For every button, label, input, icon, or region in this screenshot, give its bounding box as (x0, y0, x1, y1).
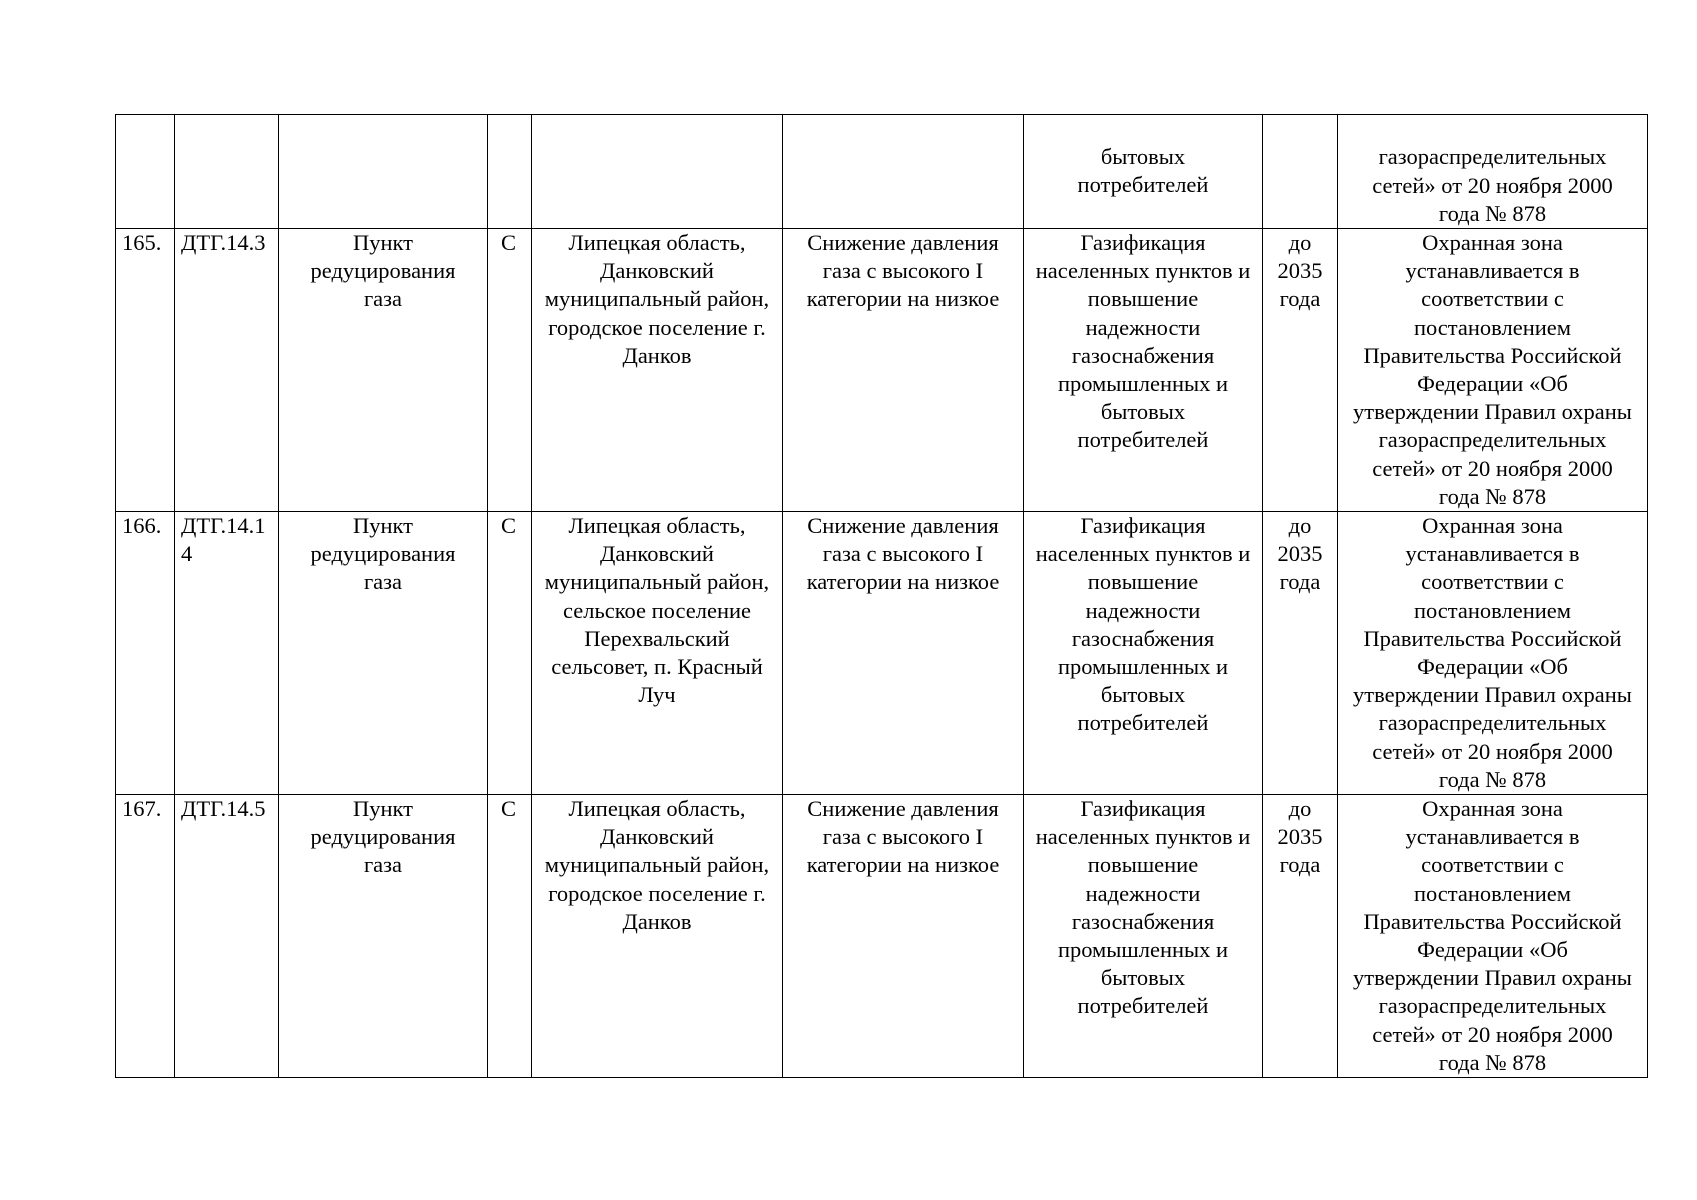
cell-purpose: Газификация населенных пунктов и повышение надежности газоснабжения промышленных и бытовых потребителей (1024, 795, 1263, 1078)
cell-num (116, 115, 175, 229)
table-row (116, 795, 1648, 1078)
cell-location (532, 115, 783, 229)
cell-location: Липецкая область, Данковский муниципальный район, сельское поселение Перехвальский сельсовет, п. Красный Луч (532, 512, 783, 795)
cell-code: ДТГ.14.1 4 (175, 512, 279, 795)
cell-num: 167. (116, 795, 175, 1078)
table-row-continuation (116, 115, 1648, 229)
cell-purpose: Газификация населенных пунктов и повышение надежности газоснабжения промышленных и бытовых потребителей (1024, 229, 1263, 512)
cell-code: ДТГ.14.3 (175, 229, 279, 512)
cell-num: 165. (116, 229, 175, 512)
cell-code: ДТГ.14.5 (175, 795, 279, 1078)
cell-protection-zone: Охранная зона устанавливается в соответствии с постановлением Правительства Российской Федерации «Об утверждении Правил охраны газораспределительных сетей» от 20 ноября 2000 года № 878 (1338, 795, 1648, 1078)
cell-purpose: Газификация населенных пунктов и повышение надежности газоснабжения промышленных и бытовых потребителей (1024, 512, 1263, 795)
cell-purpose: бытовых потребителей (1024, 115, 1263, 229)
cell-characteristics: Снижение давления газа с высокого I категории на низкое (783, 229, 1024, 512)
cell-protection-zone: газораспределительных сетей» от 20 ноября 2000 года № 878 (1338, 115, 1648, 229)
cell-type: С (488, 229, 532, 512)
cell-name: Пункт редуцирования газа (279, 229, 488, 512)
cell-code (175, 115, 279, 229)
cell-location: Липецкая область, Данковский муниципальный район, городское поселение г. Данков (532, 795, 783, 1078)
cell-protection-zone: Охранная зона устанавливается в соответствии с постановлением Правительства Российской Федерации «Об утверждении Правил охраны газораспределительных сетей» от 20 ноября 2000 года № 878 (1338, 512, 1648, 795)
cell-deadline (1263, 115, 1338, 229)
cell-name (279, 115, 488, 229)
cell-deadline: до 2035 года (1263, 795, 1338, 1078)
cell-location: Липецкая область, Данковский муниципальный район, городское поселение г. Данков (532, 229, 783, 512)
cell-characteristics (783, 115, 1024, 229)
cell-name: Пункт редуцирования газа (279, 795, 488, 1078)
cell-type: С (488, 512, 532, 795)
cell-deadline: до 2035 года (1263, 512, 1338, 795)
cell-num: 166. (116, 512, 175, 795)
table-row (116, 229, 1648, 512)
cell-protection-zone: Охранная зона устанавливается в соответствии с постановлением Правительства Российской Федерации «Об утверждении Правил охраны газораспределительных сетей» от 20 ноября 2000 года № 878 (1338, 229, 1648, 512)
table-row (116, 512, 1648, 795)
cell-deadline: до 2035 года (1263, 229, 1338, 512)
cell-type (488, 115, 532, 229)
cell-name: Пункт редуцирования газа (279, 512, 488, 795)
cell-characteristics: Снижение давления газа с высокого I категории на низкое (783, 795, 1024, 1078)
objects-table (115, 114, 1648, 1078)
cell-type: С (488, 795, 532, 1078)
cell-characteristics: Снижение давления газа с высокого I категории на низкое (783, 512, 1024, 795)
table-body (116, 115, 1648, 1078)
